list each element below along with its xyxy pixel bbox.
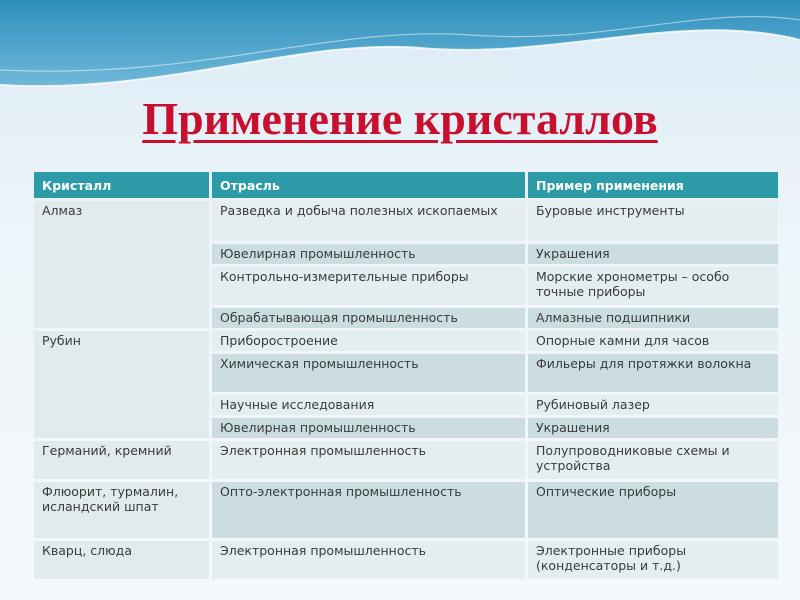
example-cell: Буровые инструменты — [528, 201, 778, 241]
example-cell: Оптические приборы — [528, 482, 778, 538]
industry-cell: Электронная промышленность — [212, 441, 525, 479]
table-row — [34, 331, 778, 351]
table-row — [34, 201, 778, 241]
header-wave-decoration — [0, 0, 800, 100]
industry-cell: Разведка и добыча полезных ископаемых — [212, 201, 525, 241]
example-cell: Опорные камни для часов — [528, 331, 778, 351]
industry-cell: Контрольно-измерительные приборы — [212, 267, 525, 305]
crystals-table — [31, 169, 781, 582]
example-cell: Алмазные подшипники — [528, 308, 778, 328]
industry-cell: Электронная промышленность — [212, 541, 525, 579]
table-row — [34, 482, 778, 538]
industry-cell: Научные исследования — [212, 395, 525, 415]
slide-title: Применение кристаллов — [142, 93, 658, 144]
example-cell: Электронные приборы (конденсаторы и т.д.) — [528, 541, 778, 579]
industry-cell: Опто-электронная промышленность — [212, 482, 525, 538]
table-row — [34, 541, 778, 579]
header-industry: Отрасль — [212, 172, 525, 198]
crystal-cell: Кварц, слюда — [34, 541, 209, 579]
header-crystal: Кристалл — [34, 172, 209, 198]
industry-cell: Ювелирная промышленность — [212, 244, 525, 264]
crystal-cell: Флюорит, турмалин, исландский шпат — [34, 482, 209, 538]
table-header-row — [34, 172, 778, 198]
example-cell: Украшения — [528, 418, 778, 438]
industry-cell: Обрабатывающая промышленность — [212, 308, 525, 328]
table-row — [34, 441, 778, 479]
example-cell: Рубиновый лазер — [528, 395, 778, 415]
example-cell: Морские хронометры – особо точные приборы — [528, 267, 778, 305]
industry-cell: Приборостроение — [212, 331, 525, 351]
header-example: Пример применения — [528, 172, 778, 198]
crystal-cell: Германий, кремний — [34, 441, 209, 479]
industry-cell: Ювелирная промышленность — [212, 418, 525, 438]
example-cell: Полупроводниковые схемы и устройства — [528, 441, 778, 479]
example-cell: Украшения — [528, 244, 778, 264]
crystal-cell: Рубин — [34, 331, 209, 438]
crystal-cell: Алмаз — [34, 201, 209, 328]
industry-cell: Химическая промышленность — [212, 354, 525, 392]
example-cell: Фильеры для протяжки волокна — [528, 354, 778, 392]
